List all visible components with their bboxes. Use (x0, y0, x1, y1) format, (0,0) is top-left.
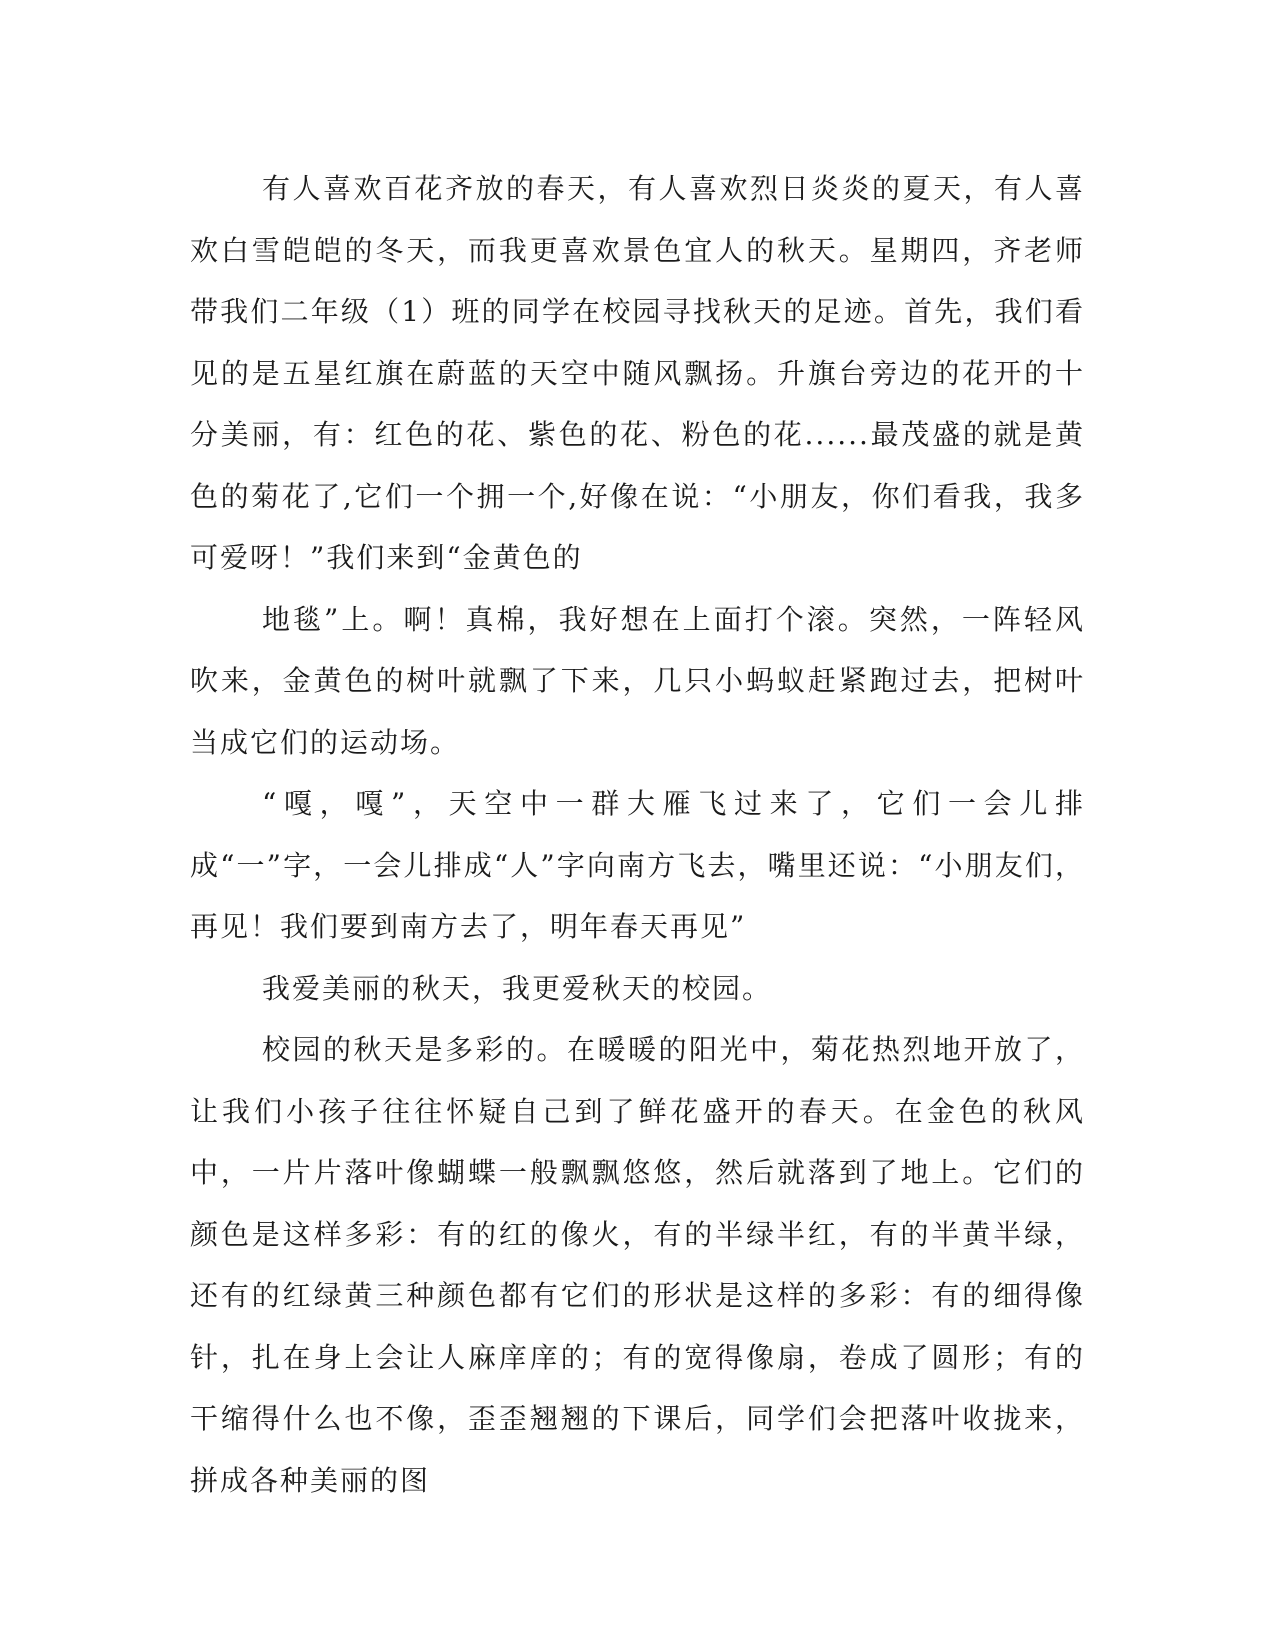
paragraph-3: “嘎，嘎”，天空中一群大雁飞过来了，它们一会儿排成“一”字，一会儿排成“人”字向南方飞去，嘴里还说：“小朋友们，再见！我们要到南方去了，明年春天再见” (190, 787, 1085, 943)
document-body (190, 158, 1085, 1511)
paragraph-5: 校园的秋天是多彩的。在暖暖的阳光中，菊花热烈地开放了，让我们小孩子往往怀疑自己到了鲜花盛开的春天。在金色的秋风中，一片片落叶像蝴蝶一般飘飘悠悠，然后就落到了地上。它们的颜色是这样多彩：有的红的像火，有的半绿半红，有的半黄半绿，还有的红绿黄三种颜色都有它们的形状是这样的多彩：有的细得像针，扎在身上会让人麻庠庠的；有的宽得像扇，卷成了圆形；有的干缩得什么也不像，歪歪翘翘的下课后，同学们会把落叶收拢来，拼成各种美丽的图 (190, 1033, 1085, 1497)
paragraph-2: 地毯”上。啊！真棉，我好想在上面打个滚。突然，一阵轻风吹来，金黄色的树叶就飘了下来，几只小蚂蚁赶紧跑过去，把树叶当成它们的运动场。 (190, 602, 1085, 759)
paragraph-1: 有人喜欢百花齐放的春天，有人喜欢烈日炎炎的夏天，有人喜欢白雪皑皑的冬天，而我更喜欢景色宜人的秋天。星期四，齐老师带我们二年级（1）班的同学在校园寻找秋天的足迹。首先，我们看见的是五星红旗在蔚蓝的天空中随风飘扬。升旗台旁边的花开的十分美丽，有：红色的花、紫色的花、粉色的花......最茂盛的就是黄色的菊花了,它们一个拥一个,好像在说：“小朋友，你们看我，我多可爱呀！”我们来到“金黄色的 (190, 172, 1085, 574)
paragraph-4: 我爱美丽的秋天，我更爱秋天的校园。 (262, 971, 773, 1005)
